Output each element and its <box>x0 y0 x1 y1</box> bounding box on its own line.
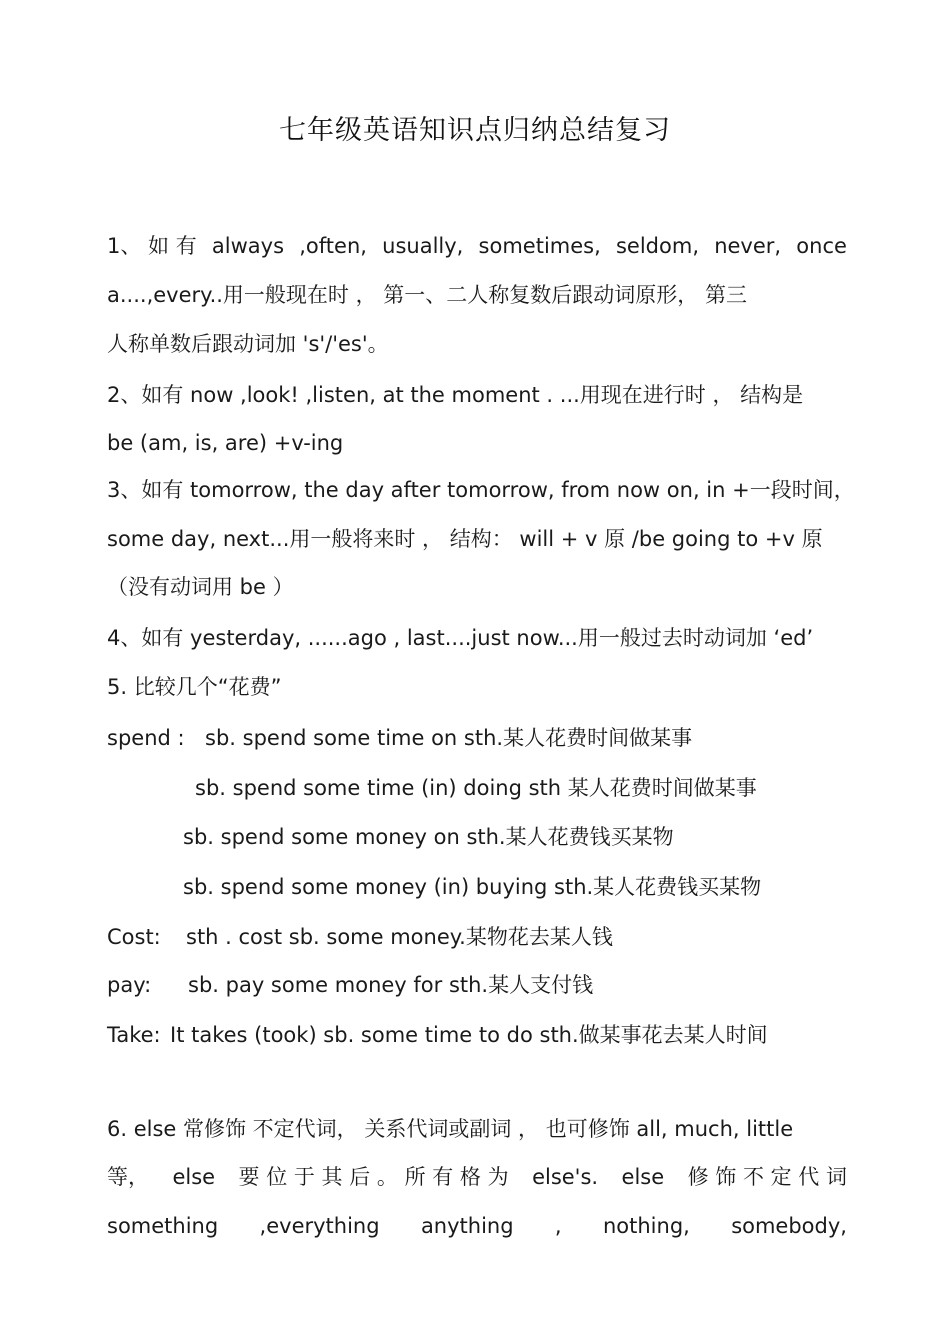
item2-line2: be (am, is, are) +v-ing <box>107 431 344 455</box>
item5-heading: 5. 比较几个“花费” <box>107 675 282 699</box>
spend-example-2: sb. spend some time (in) doing sth 某人花费时间做某事 <box>195 776 757 800</box>
item6-line1: 6. else 常修饰 不定代词， 关系代词或副词 ， 也可修饰 all, much, little <box>107 1117 794 1141</box>
item1-word: sometimes, <box>478 234 601 258</box>
item6-segment: somebody, <box>731 1214 847 1238</box>
item1-word: seldom, <box>615 234 699 258</box>
page-title: 七年级英语知识点归纳总结复习 <box>279 115 671 146</box>
item4-line1: 4、如有 yesterday, ......ago , last....just now...用一般过去时动词加 ‘ed’ <box>107 626 814 650</box>
take-example: It takes (took) sb. some time to do sth.做某事花去某人时间 <box>170 1023 768 1047</box>
item6-segment: 修 饰 不 定 代 词 <box>687 1165 847 1189</box>
item3-line1: 3、如有 tomorrow, the day after tomorrow, from now on, in +一段时间， <box>107 478 855 502</box>
item1-line3: 人称单数后跟动词加 's'/'es'。 <box>107 332 389 356</box>
item1-word: ,often, <box>299 234 367 258</box>
item1-word: always <box>211 234 285 258</box>
item2-line1: 2、如有 now ,look! ,listen, at the moment . ...用现在进行时 ， 结构是 <box>107 383 804 407</box>
item1-word: never, <box>714 234 782 258</box>
item1-line2: a....,every..用一般现在时 ， 第一、二人称复数后跟动词原形， 第三 <box>107 283 747 307</box>
spend-label: spend : <box>107 726 185 750</box>
item6-segment: anything <box>420 1214 514 1238</box>
item6-segment: 要 位 于 其 后 。 所 有 格 为 <box>238 1165 509 1189</box>
item3-line2: some day, next...用一般将来时 ， 结构： will + v 原 /be going to +v 原 <box>107 527 823 551</box>
item1-word: once <box>796 234 847 258</box>
take-label: Take: <box>107 1023 161 1047</box>
item1-word: usually, <box>382 234 464 258</box>
item6-segment: else's. <box>532 1165 599 1189</box>
item6-segment: else <box>621 1165 665 1189</box>
item6-segment: something <box>107 1214 219 1238</box>
item6-segment: nothing, <box>602 1214 690 1238</box>
item1-word: 1、 如 有 <box>107 234 197 258</box>
item6-segment: 等， <box>107 1165 149 1189</box>
pay-label: pay: <box>107 973 152 997</box>
pay-example: sb. pay some money for sth.某人支付钱 <box>188 973 594 997</box>
cost-example: sth . cost sb. some money.某物花去某人钱 <box>186 925 613 949</box>
item6-segment: else <box>172 1165 216 1189</box>
item6-line2 <box>107 1162 847 1192</box>
spend-example-4: sb. spend some money (in) buying sth.某人花费钱买某物 <box>183 875 762 899</box>
spend-example-1: sb. spend some time on sth.某人花费时间做某事 <box>205 726 693 750</box>
item3-line3: （没有动词用 be ） <box>107 575 294 599</box>
item6-segment: ,everything <box>259 1214 380 1238</box>
item6-segment: , <box>554 1214 562 1238</box>
spend-example-3: sb. spend some money on sth.某人花费钱买某物 <box>183 825 674 849</box>
item6-line3 <box>107 1211 847 1241</box>
item1-line1 <box>107 231 847 261</box>
cost-label: Cost: <box>107 925 161 949</box>
